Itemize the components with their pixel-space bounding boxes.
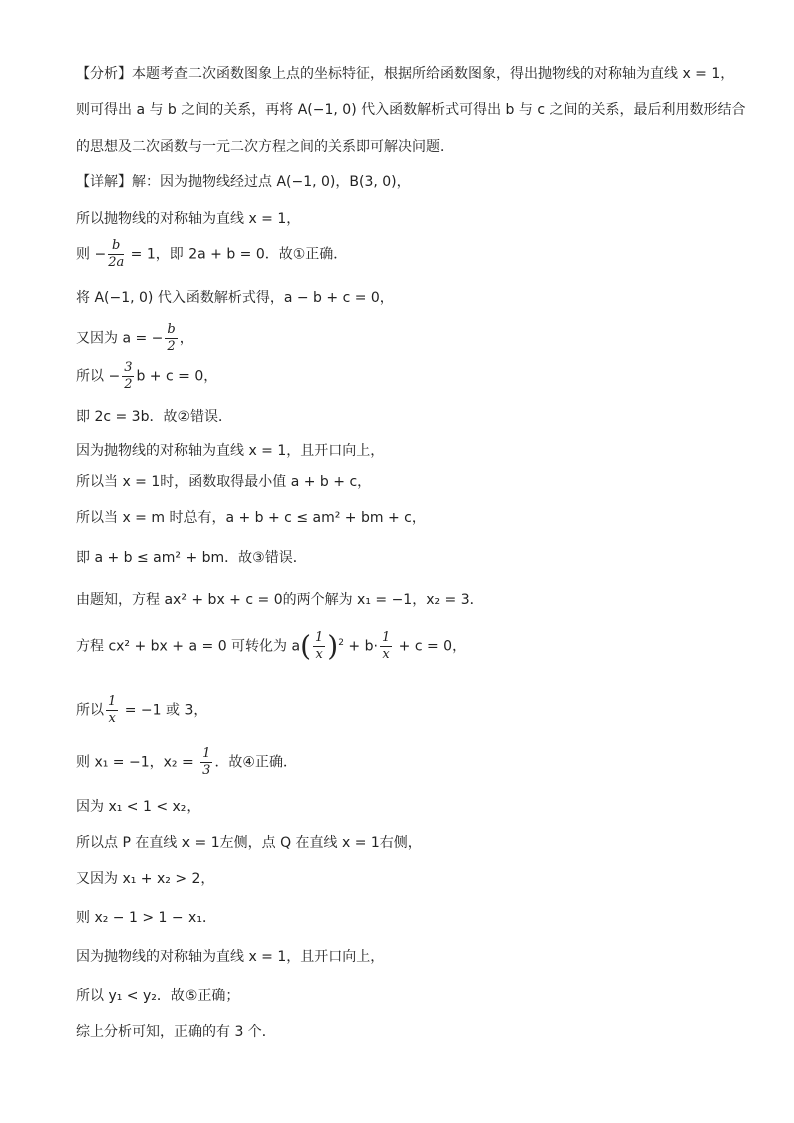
detail-line-18: 又因为 x₁ + x₂ > 2，	[76, 871, 215, 887]
detail-line-12: 由题知，方程 ax² + bx + c = 0的两个解为 x₁ = −1，x₂ = 3．	[76, 592, 484, 608]
detail-line-10: 所以当 x = m 时总有，a + b + c ≤ am² + bm + c，	[76, 510, 426, 526]
detail-line-6	[76, 360, 217, 393]
detail-14a: 所以	[76, 702, 104, 719]
detail-3b: = 1，即 2a + b = 0．故①正确．	[126, 246, 348, 263]
detail-line-20: 因为抛物线的对称轴为直线 x = 1，且开口向上，	[76, 949, 385, 965]
frac-num: 1	[381, 630, 391, 645]
detail-13b: + b·	[343, 638, 378, 655]
detail-line-16: 因为 x₁ < 1 < x₂，	[76, 799, 201, 815]
detail-line-8: 因为抛物线的对称轴为直线 x = 1，且开口向上，	[76, 443, 385, 459]
frac-num: b	[108, 238, 124, 255]
detail-3a: 则 −	[76, 246, 107, 263]
detail-13a: 方程 cx² + bx + a = 0 可转化为 a	[76, 638, 301, 655]
analysis-line-1	[76, 64, 734, 84]
detail-line-19: 则 x₂ − 1 > 1 − x₁．	[76, 910, 216, 926]
frac-den: 2	[124, 377, 133, 392]
detail-line-5	[76, 322, 194, 355]
detail-5a: 又因为 a = −	[76, 330, 164, 347]
detail-line-2: 所以抛物线的对称轴为直线 x = 1，	[76, 211, 301, 227]
detail-line-17: 所以点 P 在直线 x = 1左侧，点 Q 在直线 x = 1右侧，	[76, 835, 422, 851]
fraction-b-over-2a	[108, 238, 124, 271]
frac-num: 1	[108, 694, 117, 709]
fraction-1-over-x-3	[106, 694, 118, 727]
fraction-1-over-3	[200, 746, 212, 779]
detail-line-1	[76, 172, 411, 192]
detail-14b: = −1 或 3，	[120, 702, 208, 719]
analysis-text-1: 本题考查二次函数图象上点的坐标特征，根据所给函数图象，得出抛物线的对称轴为直线 x = 1，	[132, 66, 735, 82]
detail-line-7: 即 2c = 3b．故②错误．	[76, 409, 233, 425]
analysis-tag: 【分析】	[76, 66, 132, 82]
analysis-line-2: 则可得出 a 与 b 之间的关系，再将 A(−1, 0) 代入函数解析式可得出 b 与 c 之间的关系，最后利用数形结合	[76, 102, 746, 118]
detail-line-11: 即 a + b ≤ am² + bm．故③错误．	[76, 550, 307, 566]
fraction-3-over-2	[122, 360, 134, 393]
detail-line-15	[76, 746, 297, 779]
frac-num: b	[167, 322, 176, 337]
detail-15a: 则 x₁ = −1，x₂ =	[76, 754, 199, 771]
fraction-b-over-2	[165, 322, 177, 355]
frac-den: 2	[167, 339, 176, 354]
frac-num: 1	[202, 746, 211, 761]
detail-6a: 所以 −	[76, 368, 121, 385]
analysis-line-3: 的思想及二次函数与一元二次方程之间的关系即可解决问题．	[76, 139, 454, 155]
detail-line-22: 综上分析可知，正确的有 3 个．	[76, 1024, 276, 1040]
detail-line-13: 方程 cx² + bx + a = 0 可转化为 a( $\frac{1}{x}$ )$^2$ + b· $\frac{1}{x}$ + c = 0，	[76, 629, 467, 663]
detail-text-1: 解：因为抛物线经过点 A(−1, 0)，B(3, 0)，	[132, 174, 411, 190]
detail-15b: ．故④正确．	[214, 754, 297, 771]
detail-line-14	[76, 694, 207, 727]
fraction-1-over-x	[313, 630, 325, 663]
frac-num: 3	[124, 360, 133, 375]
frac-den: x	[382, 647, 390, 662]
frac-den: x	[315, 647, 323, 662]
detail-line-4: 将 A(−1, 0) 代入函数解析式得，a − b + c = 0，	[76, 290, 394, 306]
detail-line-3	[76, 238, 347, 271]
detail-5b: ，	[179, 330, 194, 347]
fraction-1-over-x-2	[380, 630, 392, 663]
frac-den: x	[108, 711, 116, 726]
detail-6b: b + c = 0，	[136, 368, 218, 385]
detail-line-9: 所以当 x = 1时，函数取得最小值 a + b + c，	[76, 474, 372, 490]
detail-tag: 【详解】	[76, 174, 132, 190]
frac-num: 1	[315, 630, 324, 645]
detail-line-21: 所以 y₁ < y₂．故⑤正确；	[76, 988, 240, 1004]
frac-den: 3	[202, 763, 211, 778]
frac-den: 2a	[108, 255, 125, 270]
detail-13c: + c = 0，	[394, 638, 467, 655]
